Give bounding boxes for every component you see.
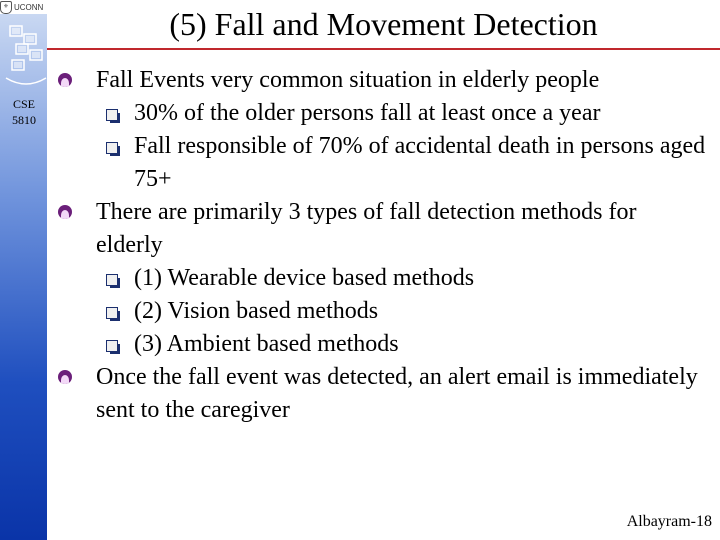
sub-bullet-text: 30% of the older persons fall at least once a year xyxy=(134,100,601,126)
sub-bullet-text: Fall responsible of 70% of accidental death in persons aged 75+ xyxy=(134,133,706,192)
bullet-1 xyxy=(58,64,708,97)
seal-icon: ⚜ xyxy=(0,1,12,14)
slide-body xyxy=(58,64,708,427)
sub-bullet-text: (2) Vision based methods xyxy=(134,298,379,324)
checkbox-bullet-icon xyxy=(106,340,118,352)
sub-bullet-1-1 xyxy=(58,97,708,130)
sidebar xyxy=(0,14,47,540)
bullet-text: There are primarily 3 types of fall detection methods for elderly xyxy=(96,199,637,258)
bullet-text: Fall Events very common situation in elderly people xyxy=(96,67,600,93)
title-divider xyxy=(47,48,720,50)
bullet-icon xyxy=(58,73,72,87)
university-name: UCONN xyxy=(14,2,44,12)
checkbox-bullet-icon xyxy=(106,142,118,154)
bullet-text: Once the fall event was detected, an alert email is immediately sent to the caregiver xyxy=(96,364,698,423)
sub-bullet-2-1 xyxy=(58,262,708,295)
bullet-icon xyxy=(58,205,72,219)
sub-bullet-1-2 xyxy=(58,130,708,196)
checkbox-bullet-icon xyxy=(106,274,118,286)
checkbox-bullet-icon xyxy=(106,307,118,319)
sub-bullet-text: (3) Ambient based methods xyxy=(134,331,399,357)
department-logo xyxy=(2,20,50,92)
bullet-3 xyxy=(58,361,708,427)
sub-bullet-2-3 xyxy=(58,328,708,361)
bullet-icon xyxy=(58,370,72,384)
sub-bullet-text: (1) Wearable device based methods xyxy=(134,265,475,291)
sub-bullet-2-2 xyxy=(58,295,708,328)
slide-footer: Albayram-18 xyxy=(626,513,712,530)
checkbox-bullet-icon xyxy=(106,109,118,121)
bullet-2 xyxy=(58,196,708,262)
course-code: CSE 5810 xyxy=(12,97,36,127)
slide-title: (5) Fall and Movement Detection xyxy=(169,6,598,42)
